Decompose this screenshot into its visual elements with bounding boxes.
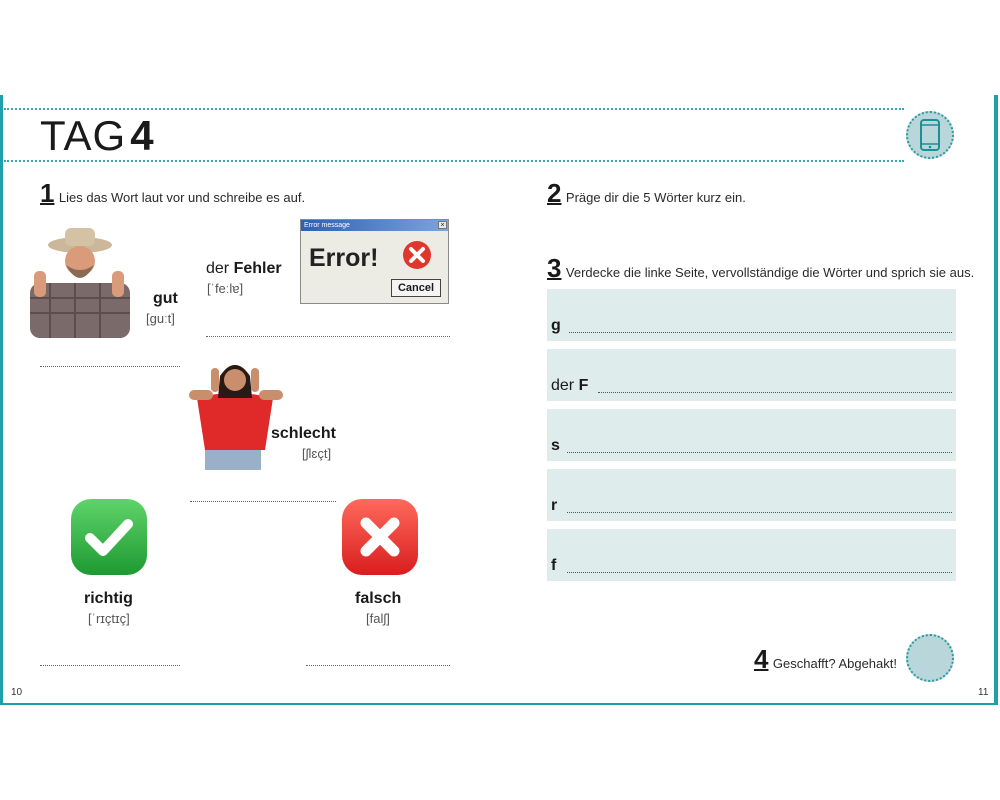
- done-checkbox[interactable]: [906, 634, 954, 682]
- write-line-fehler[interactable]: [206, 336, 450, 337]
- word-falsch: falsch: [355, 590, 402, 607]
- fill-row-line[interactable]: [598, 392, 952, 393]
- man-thumbs-up-image: [20, 223, 132, 338]
- fill-row-g[interactable]: [547, 289, 956, 341]
- page-title: TAG4: [40, 112, 155, 159]
- fill-row-s[interactable]: [547, 409, 956, 461]
- exercise-instruction: Lies das Wort laut vor und schreibe es auf.: [58, 190, 306, 205]
- error-dialog-message: Error!: [309, 244, 379, 272]
- checkmark-icon: [70, 498, 148, 576]
- exercise-2-heading: [547, 178, 746, 209]
- fill-row-line[interactable]: [567, 512, 952, 513]
- smartphone-badge: [906, 111, 954, 159]
- write-line-falsch[interactable]: [306, 665, 450, 666]
- ipa-richtig: [ˈrɪçtɪç]: [88, 611, 130, 626]
- header-bottom-rule: [4, 160, 904, 162]
- fill-row-f-noun[interactable]: [547, 349, 956, 401]
- exercise-number: 3: [547, 253, 562, 283]
- ipa-schlecht: [ʃlɛçt]: [302, 446, 332, 461]
- error-dialog-cancel-button: Cancel: [391, 279, 441, 297]
- girl-thumbs-down-image: [183, 358, 289, 470]
- exercise-number: 2: [547, 178, 562, 208]
- exercise-instruction: Verdecke die linke Seite, vervollständige die Wörter und sprich sie aus.: [565, 265, 975, 280]
- cross-icon: [341, 498, 419, 576]
- write-line-richtig[interactable]: [40, 665, 180, 666]
- word-fehler: der Fehler: [206, 260, 282, 277]
- exercise-instruction: Geschafft? Abgehakt!: [772, 656, 897, 671]
- fill-row-line[interactable]: [567, 572, 952, 573]
- word-schlecht: schlecht: [271, 425, 336, 442]
- fill-row-r[interactable]: [547, 469, 956, 521]
- fill-row-f[interactable]: [547, 529, 956, 581]
- page-frame-right: [994, 95, 998, 705]
- page-number-right: 11: [978, 687, 989, 698]
- header-top-rule: [4, 108, 904, 110]
- ipa-falsch: [falʃ]: [366, 611, 390, 626]
- ipa-fehler: [ˈfeːlɐ]: [207, 281, 244, 296]
- exercise-3-heading: [547, 253, 974, 284]
- fill-row-line[interactable]: [567, 452, 952, 453]
- exercise-1-heading: [40, 178, 305, 209]
- page-number-left: 10: [11, 687, 23, 698]
- fill-row-line[interactable]: [569, 332, 952, 333]
- fill-row-label: s: [551, 437, 560, 454]
- error-dialog-image: [300, 219, 449, 304]
- write-line-gut[interactable]: [40, 366, 180, 367]
- fill-row-label: g: [551, 317, 561, 334]
- exercise-4-heading: [754, 644, 897, 675]
- close-icon: ×: [438, 221, 447, 229]
- exercise-instruction: Präge dir die 5 Wörter kurz ein.: [565, 190, 746, 205]
- fill-row-label: f: [551, 557, 557, 574]
- exercise-number: 1: [40, 178, 55, 208]
- fill-row-label: r: [551, 497, 558, 514]
- error-dialog-titlebar: Error message ×: [301, 220, 448, 231]
- write-line-schlecht[interactable]: [190, 501, 336, 502]
- ipa-gut: [guːt]: [146, 311, 175, 326]
- page-frame-bottom: [0, 703, 998, 705]
- word-richtig: richtig: [84, 590, 133, 607]
- page-frame-left: [0, 95, 3, 705]
- word-gut: gut: [153, 290, 178, 307]
- fill-row-label: der F: [551, 377, 589, 394]
- smartphone-icon: [908, 113, 952, 157]
- exercise-number: 4: [754, 644, 769, 674]
- error-icon: [402, 240, 432, 270]
